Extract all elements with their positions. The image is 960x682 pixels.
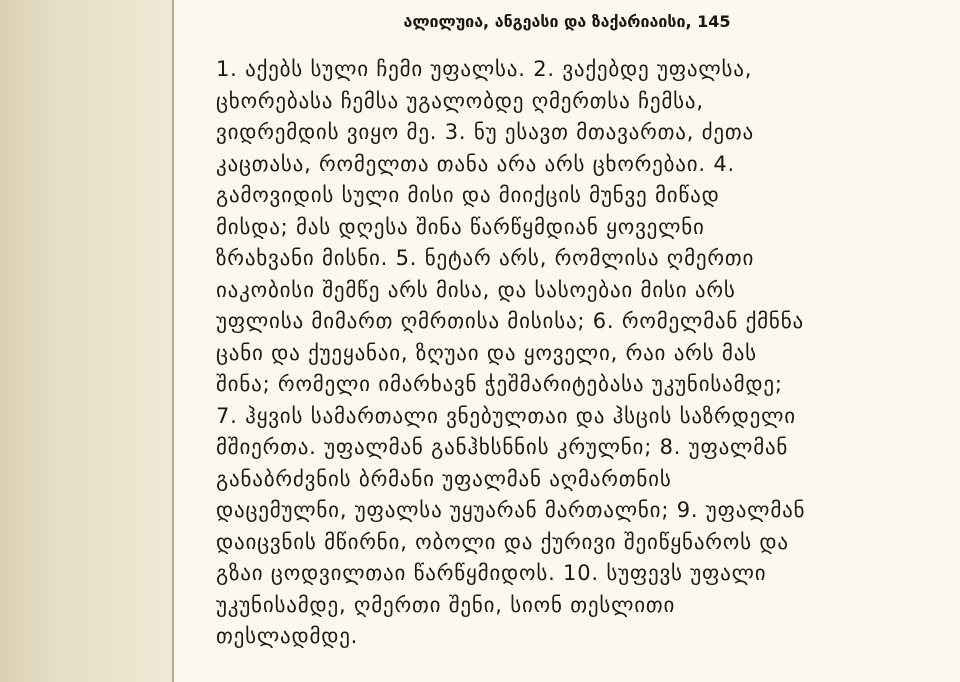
psalm-text [216, 54, 946, 653]
text-line: დაცემულნი, უფალსა უყუარან მართალნი; 9. უფალმან [216, 498, 806, 522]
text-line: განაბრძვნის ბრმანი უფალმან აღმართნის [216, 466, 672, 491]
text-line: ცანი და ქუეყანაი, ზღუაი და ყოველი, რაი არს მას [216, 340, 757, 365]
text-line: გამოვიდის სული მისი და მიიქცის მუნვე მიწად [216, 183, 720, 207]
text-line: იაკობისი შემწე არს მისა, და სასოებაი მისი არს [216, 277, 736, 302]
text-line: შინა; რომელი იმარხავნ ჭეშმარიტებასა უკუნისამდე; [216, 372, 783, 396]
text-line: 1. აქებს სული ჩემი უფალსა. 2. ვაქებდე უფალსა, [216, 57, 753, 81]
text-line: კაცთასა, რომელთა თანა არა არს ცხორებაი. 4. [216, 151, 735, 176]
page-left-margin [0, 0, 172, 682]
text-line: ცხორებასა ჩემსა უგალობდე ღმერთსა ჩემსა, [216, 88, 704, 113]
text-line: უკუნისამდე, ღმერთი შენი, სიონ თესლითი [216, 592, 676, 617]
text-line: გზაი ცოდვილთაი წარწყმიდოს. 10. სუფევს უფალი [216, 561, 767, 585]
text-line: მშიერთა. უფალმან განჰხსნნის კრულნი; 8. უფალმან [216, 435, 789, 459]
text-line: უფლისა მიმართ ღმრთისა მისისა; 6. რომელმან ქმნნა [216, 309, 804, 333]
text-line: ვიდრემდის ვიყო მე. 3. ნუ ესავთ მთავართა, ძეთა [216, 120, 754, 144]
text-line: მისდა; მას დღესა შინა წარწყმდიან ყოველნი [216, 214, 705, 239]
text-line: ზრახვანი მისნი. 5. ნეტარ არს, რომლისა ღმერთი [216, 246, 755, 270]
text-line: დაიცვნის მწირნი, ობოლი და ქურივი შეიწყნაროს და [216, 529, 789, 554]
page-title: ალილუია, ანგეასი და ზაქარიაისი, 145 [403, 12, 731, 31]
text-line: თესლადმდე. [216, 624, 359, 648]
text-line: 7. ჰყვის სამართალი ვნებულთაი და ჰსცის საზრდელი [216, 403, 796, 428]
document-page [174, 0, 960, 682]
